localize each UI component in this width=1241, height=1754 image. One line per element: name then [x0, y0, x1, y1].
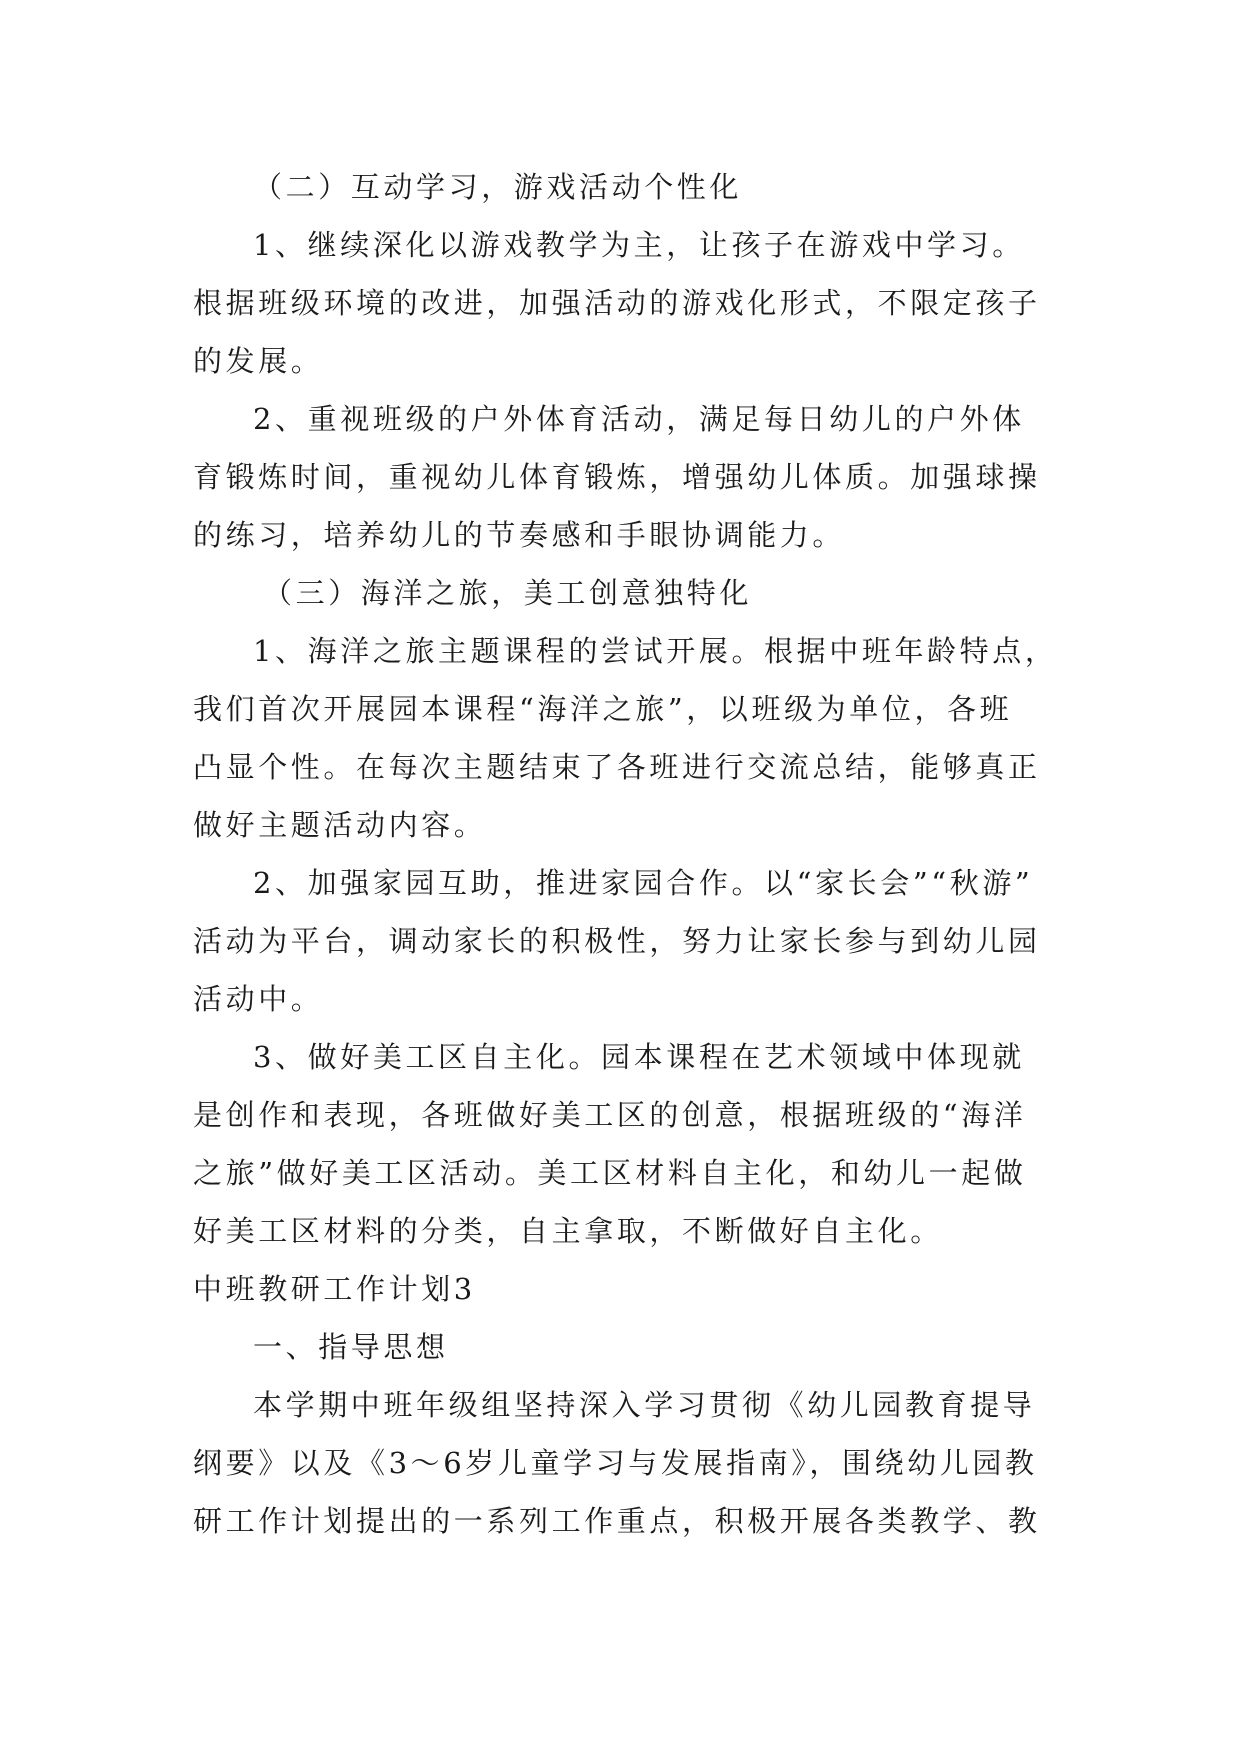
section-heading-1: 一、指导思想	[253, 1330, 449, 1364]
document-title: 中班教研工作计划3	[193, 1272, 476, 1306]
paragraph-line: 纲要》以及《3～6岁儿童学习与发展指南》，围绕幼儿园教	[193, 1446, 1038, 1480]
paragraph-line: 1、海洋之旅主题课程的尝试开展。根据中班年龄特点，	[253, 634, 1058, 668]
document-body	[193, 158, 1063, 1550]
paragraph-line: 根据班级环境的改进，加强活动的游戏化形式，不限定孩子	[193, 286, 1041, 320]
paragraph-line: 好美工区材料的分类，自主拿取，不断做好自主化。	[193, 1214, 943, 1248]
paragraph-line: 活动中。	[193, 982, 324, 1016]
paragraph-line: 本学期中班年级组坚持深入学习贯彻《幼儿园教育提导	[253, 1388, 1036, 1422]
section-heading-3: （三）海洋之旅，美工创意独特化	[263, 576, 753, 610]
paragraph-line: 1、继续深化以游戏教学为主，让孩子在游戏中学习。	[253, 228, 1025, 262]
paragraph-line: 2、重视班级的户外体育活动，满足每日幼儿的户外体	[253, 402, 1025, 436]
paragraph-line: 研工作计划提出的一系列工作重点，积极开展各类教学、教	[193, 1504, 1041, 1538]
section-heading-2: （二）互动学习，游戏活动个性化	[253, 170, 743, 204]
paragraph-line: 育锻炼时间，重视幼儿体育锻炼，增强幼儿体质。加强球操	[193, 460, 1041, 494]
paragraph-line: 的练习，培养幼儿的节奏感和手眼协调能力。	[193, 518, 846, 552]
paragraph-line: 活动为平台，调动家长的积极性，努力让家长参与到幼儿园	[193, 924, 1041, 958]
paragraph-line: 是创作和表现，各班做好美工区的创意，根据班级的“海洋	[193, 1098, 1027, 1132]
paragraph-line: 3、做好美工区自主化。园本课程在艺术领域中体现就	[253, 1040, 1025, 1074]
paragraph-line: 做好主题活动内容。	[193, 808, 487, 842]
paragraph-line: 的发展。	[193, 344, 324, 378]
paragraph-line: 我们首次开展园本课程“海洋之旅”，以班级为单位，各班	[193, 692, 1013, 726]
paragraph-line: 之旅”做好美工区活动。美工区材料自主化，和幼儿一起做	[193, 1156, 1027, 1190]
paragraph-line: 凸显个性。在每次主题结束了各班进行交流总结，能够真正	[193, 750, 1041, 784]
paragraph-line: 2、加强家园互助，推进家园合作。以“家长会”“秋游”	[253, 866, 1034, 900]
